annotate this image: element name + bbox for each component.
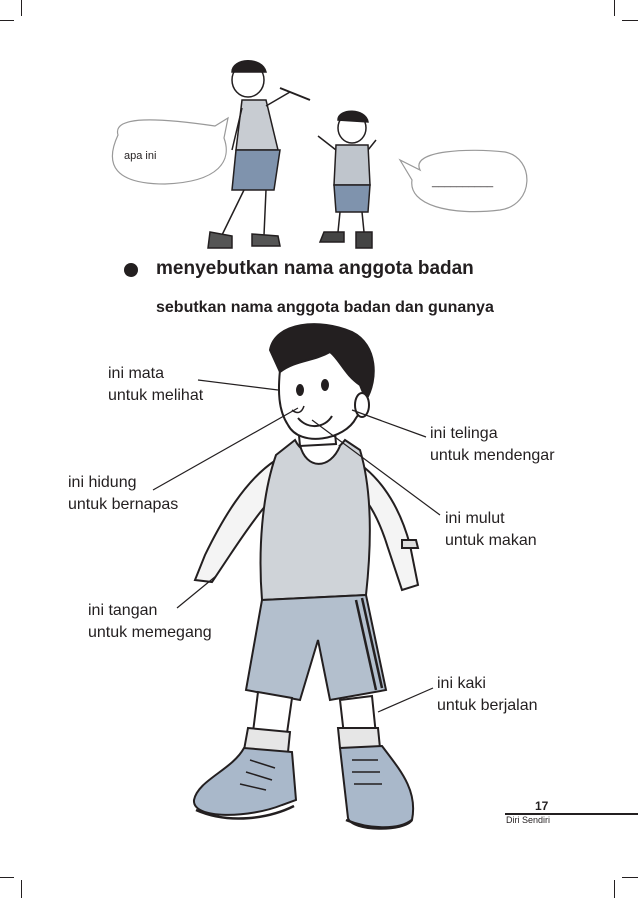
pointer-kaki (378, 688, 433, 712)
pointer-mata (198, 380, 278, 390)
label-tangan (88, 600, 212, 644)
label-tangan-use: untuk memegang (88, 624, 212, 641)
bubble-right-blank: __________ (432, 176, 494, 188)
pointer-telinga (352, 410, 426, 437)
label-tangan-name: ini tangan (88, 602, 158, 619)
label-kaki-name: ini kaki (437, 675, 486, 692)
label-mata-use: untuk melihat (108, 387, 204, 404)
label-mata-name: ini mata (108, 365, 165, 382)
label-telinga-use: untuk mendengar (430, 447, 555, 464)
label-mata (108, 363, 203, 407)
bubble-left-text: apa ini (124, 150, 157, 162)
label-telinga-name: ini telinga (430, 425, 498, 442)
label-telinga (430, 423, 555, 467)
page-title: menyebutkan nama anggota badan (156, 258, 474, 279)
label-kaki (437, 673, 538, 717)
page-number: 17 (535, 799, 549, 813)
label-mulut (445, 508, 537, 552)
instruction-text: sebutkan nama anggota badan dan gunanya (156, 299, 494, 316)
label-kaki-use: untuk berjalan (437, 697, 538, 714)
boy-figure (194, 324, 418, 829)
label-mulut-use: untuk makan (445, 532, 537, 549)
heading-bullet (124, 263, 138, 277)
boy-standing (318, 111, 376, 248)
label-hidung-use: untuk bernapas (68, 496, 179, 513)
label-hidung (68, 472, 178, 516)
section-name: Diri Sendiri (506, 815, 551, 825)
label-hidung-name: ini hidung (68, 474, 137, 491)
label-mulut-name: ini mulut (445, 510, 505, 527)
